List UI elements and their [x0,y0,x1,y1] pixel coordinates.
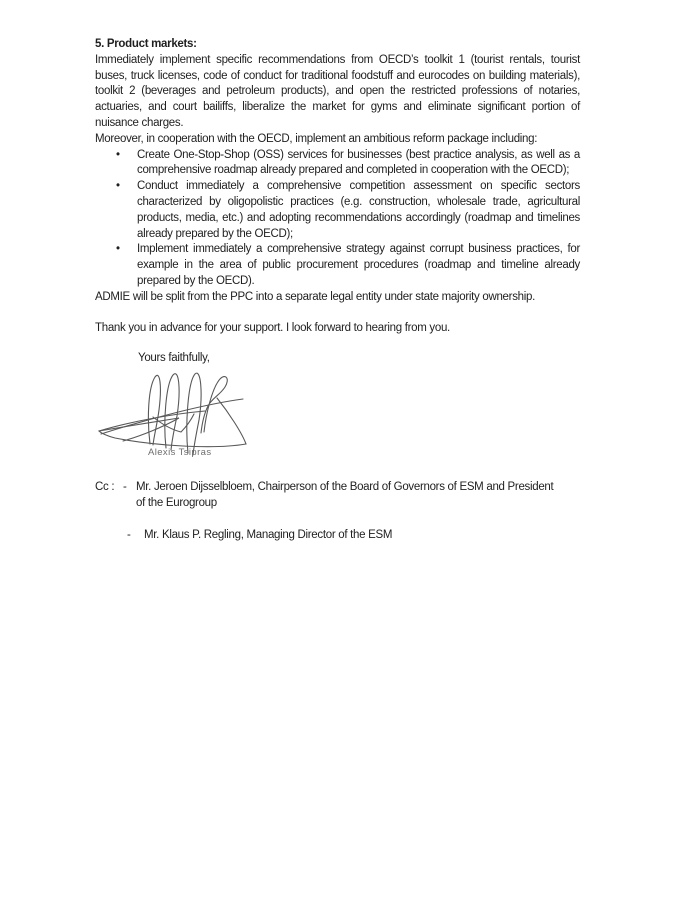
paragraph-moreover: Moreover, in cooperation with the OECD, implement an ambitious reform package including: [95,132,538,145]
signature-name: Alexis Tsipras [148,447,212,459]
cc-list [123,480,580,543]
bullet-text: Implement immediately a comprehensive strategy against corrupt business practices, for example in the area of public procurement procedures (roadmap and timeline already prepared by the OECD). [137,243,580,287]
paragraph-thank-you: Thank you in advance for your support. I look forward to hearing from you. [95,321,450,334]
bullet-item-competition [95,179,580,242]
signature-block [95,370,580,470]
bullet-item-corrupt-practices [95,242,580,289]
bullet-dot-icon: • [116,180,120,193]
bullet-text: Conduct immediately a comprehensive competition assessment on specific sectors characterized by oligopolistic practices (e.g. construction, wholesale trade, agricultural products, media, etc.) and adopting recommendations accordingly (roadmap and timelines already prepared by the OECD); [137,180,580,240]
bullet-dot-icon: • [116,148,120,161]
paragraph-product-markets: Immediately implement specific recommendations from OECD’s toolkit 1 (tourist rentals, tourist buses, truck licenses, code of conduct for traditional foodstuff and eurocodes on building materials), toolkit 2 (beverages and petroleum products), and open the restricted professions of notaries, actuaries, and court bailiffs, liberalize the market for gyms and eliminate significant portion of nuisance charges. [95,53,580,129]
cc-block [95,480,580,543]
letter-body [95,37,580,544]
cc-item-regling [123,528,580,544]
cc-dash: - [127,528,131,541]
bullet-list [95,148,580,290]
cc-item-dijsselbloem [123,480,580,512]
section-heading: 5. Product markets: [95,38,197,50]
cc-text: Mr. Jeroen Dijsselbloem, Chairperson of the Board of Governors of ESM and President of the Eurogroup [136,481,554,509]
cc-label: Cc : [95,481,115,494]
bullet-text: Create One-Stop-Shop (OSS) services for businesses (best practice analysis, as well as a comprehensive roadmap already prepared and completed in cooperation with the OECD); [137,148,580,177]
cc-dash: - [123,481,127,494]
closing-salutation: Yours faithfully, [138,352,210,365]
cc-text: Mr. Klaus P. Regling, Managing Director of the ESM [144,528,393,541]
paragraph-admie: ADMIE will be split from the PPC into a separate legal entity under state majority ownership. [95,290,535,303]
signature-scrawl-image [93,370,343,470]
bullet-dot-icon: • [116,243,120,256]
bullet-item-oss [95,148,580,180]
